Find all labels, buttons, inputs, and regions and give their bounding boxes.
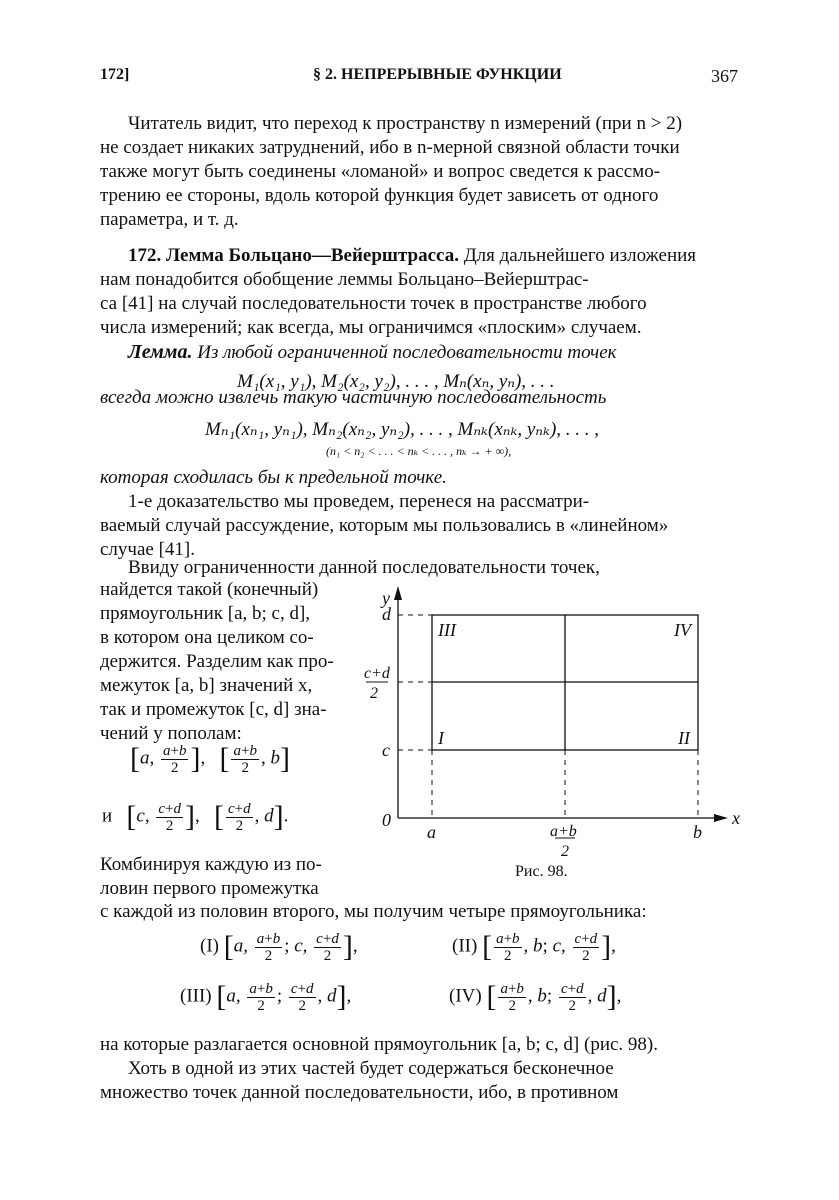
quadrant-III: III xyxy=(438,620,456,640)
wrap-line-7: чений y пополам: xyxy=(100,723,242,744)
rect-III-label: (III) xyxy=(180,985,212,1007)
intro-line-3: также могут быть соединены «ломаной» и вопрос сведется к рассмо- xyxy=(100,161,661,182)
label-a: a xyxy=(427,822,436,842)
quadrant-I: I xyxy=(438,728,444,748)
rect-IV: (IV) [ $\frac{a+b}{2}$ , b; $\frac{c+d}{2}$ , d], xyxy=(449,980,622,1014)
proof-line-7: Хоть в одной из этих частей будет содержаться бесконечное xyxy=(128,1058,614,1079)
proof-line-5: с каждой из половин второго, мы получим четыре прямоугольника: xyxy=(100,901,647,922)
lemma-formula-2-sub: (n₁ < n₂ < . . . < nₖ < . . . , nₖ → + ∞), xyxy=(326,444,512,458)
proof-line-3: случае [41]. xyxy=(100,539,195,560)
section-line-3: са [41] на случай последовательности точек в пространстве любого xyxy=(100,293,647,314)
label-b: b xyxy=(693,822,702,842)
intro-line-1: Читатель видит, что переход к пространству n измерений (при n > 2) xyxy=(128,113,683,134)
rect-IV-label: (IV) xyxy=(449,985,482,1007)
wrap-line-9: ловин первого промежутка xyxy=(100,878,319,899)
rect-II: (II) [ $\frac{a+b}{2}$ , b; c, $\frac{c+d}{2}$ ], xyxy=(452,930,616,964)
section-line-1: Для дальнейшего изложения xyxy=(463,245,697,266)
rect-I-label: (I) xyxy=(200,935,219,957)
label-mid-y-den: 2 xyxy=(370,685,378,702)
rect-III: (III) [a, $\frac{a+b}{2}$ ; $\frac{c+d}{2}$ , d], xyxy=(180,980,352,1014)
proof-line-2: ваемый случай рассуждение, которым мы пользовались в «линейном» xyxy=(100,515,669,536)
header-center: § 2. НЕПРЕРЫВНЫЕ ФУНКЦИИ xyxy=(313,66,562,83)
halves-x: [a, $\frac{a+b}{2}$ ], [ $\frac{a+b}{2}$ , b] xyxy=(130,742,290,776)
axis-y-label: y xyxy=(382,588,390,608)
header-left: 172] xyxy=(100,66,130,83)
wrap-line-4: держится. Разделим как про- xyxy=(100,651,334,672)
wrap-line-8: Комбинируя каждую из по- xyxy=(100,854,322,875)
wrap-line-3: в котором она целиком со- xyxy=(100,627,314,648)
label-mid-x-den: 2 xyxy=(561,843,569,860)
wrap-line-5: межуток [a, b] значений x, xyxy=(100,675,313,696)
page-number: 367 xyxy=(711,66,738,86)
wrap-line-6: так и промежуток [c, d] зна- xyxy=(100,699,327,720)
section-line-2: нам понадобится обобщение леммы Больцано–Вейерштрас- xyxy=(100,269,589,290)
lemma-formula-2: Mₙ₁(xₙ₁, yₙ₁), Mₙ₂(xₙ₂, yₙ₂), . . . , Mₙₖ(xₙₖ, yₙₖ), . . . , xyxy=(205,419,600,440)
origin-label: 0 xyxy=(382,810,391,830)
figure-98 xyxy=(360,582,750,882)
lemma-line-1: Из любой ограниченной последовательности точек xyxy=(197,342,617,363)
intro-line-2: не создает никаких затруднений, ибо в n-мерной связной области точки xyxy=(100,137,680,158)
proof-line-6: на которые разлагается основной прямоугольник [a, b; c, d] (рис. 98). xyxy=(100,1034,659,1055)
proof-line-8: множество точек данной последовательности, ибо, в противном xyxy=(100,1082,619,1103)
section-heading: 172. Лемма Больцано—Вейерштрасса. xyxy=(128,245,459,266)
label-d: d xyxy=(382,604,391,624)
intro-line-4: трению ее стороны, вдоль которой функция будет зависеть от одного xyxy=(100,185,659,206)
wrap-line-2: прямоугольник [a, b; c, d], xyxy=(100,603,311,624)
intro-line-5: параметра, и т. д. xyxy=(100,209,239,230)
rect-II-label: (II) xyxy=(452,935,478,957)
wrap-line-1: найдется такой (конечный) xyxy=(100,579,319,600)
figure-caption: Рис. 98. xyxy=(515,863,568,880)
section-line-4: числа измерений; как всегда, мы ограничимся «плоским» случаем. xyxy=(100,317,642,338)
axis-x-label: x xyxy=(732,808,740,828)
and-word: и xyxy=(102,805,113,827)
lemma-line-3: которая сходилась бы к предельной точке. xyxy=(100,467,447,488)
label-mid-y-num: c+d xyxy=(364,665,390,682)
label-mid-x-num: a+b xyxy=(550,823,577,840)
label-c: c xyxy=(382,740,390,760)
quadrant-IV: IV xyxy=(674,620,691,640)
rect-I: (I) [a, $\frac{a+b}{2}$ ; c, $\frac{c+d}{2}$ ], xyxy=(200,930,358,964)
proof-line-4: Ввиду ограниченности данной последовательности точек, xyxy=(128,557,600,578)
lemma-formula-1: M₁(x₁, y₁), M₂(x₂, y₂), . . . , Mₙ(xₙ, yₙ), . . . xyxy=(237,371,555,392)
lemma-line-2: всегда можно извлечь такую частичную последовательность xyxy=(100,387,607,408)
proof-line-1: 1-е доказательство мы проведем, перенеся на рассматри- xyxy=(128,491,590,512)
halves-y: и [c, $\frac{c+d}{2}$ ], [ $\frac{c+d}{2}$ , d]. xyxy=(102,800,289,834)
lemma-label: Лемма. xyxy=(128,341,193,363)
quadrant-II: II xyxy=(678,728,690,748)
